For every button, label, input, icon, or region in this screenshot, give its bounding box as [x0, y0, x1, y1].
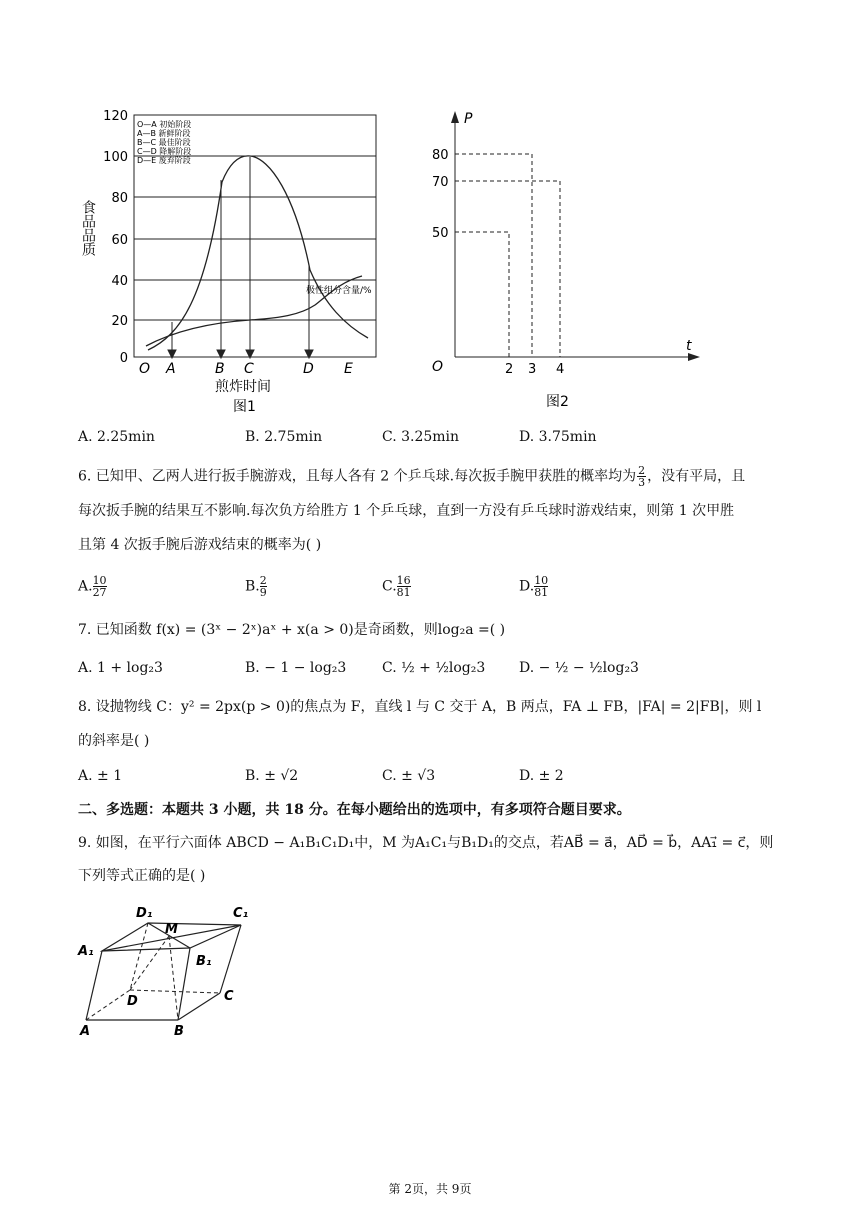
page-footer: 第 2页，共 9页: [388, 1182, 472, 1196]
fig1-xlabel: 煎炸时间: [215, 379, 271, 395]
fig1-legend-item: B—C 最佳阶段: [137, 138, 191, 147]
q5-option-d: D. 3.75min: [519, 429, 597, 445]
q5-option-a: A. 2.25min: [78, 429, 155, 445]
fig1-xtick: O: [139, 361, 151, 377]
vertex-label: C₁: [233, 906, 249, 921]
fig1-ytick: 20: [111, 314, 128, 329]
q7-stem: 7. 已知函数 f(x) = (3ˣ − 2ˣ)aˣ + x(a > 0)是奇函数，则log₂a =( ): [78, 622, 506, 638]
fig1-legend: [137, 119, 191, 165]
parallelepiped-figure: [70, 895, 270, 1045]
fig1-xtick: B: [215, 361, 225, 377]
q8-line1: 8. 设抛物线 C：y² = 2px(p > 0)的焦点为 F，直线 l 与 C 交于 A，B 两点，FA ⊥ FB，|FA| = 2|FB|，则 l: [78, 699, 762, 715]
fig2-xtick: 2: [505, 362, 514, 377]
q7-option-d: D. − ½ − ½log₂3: [519, 660, 639, 676]
fig1-ylabel: 食品品质: [80, 200, 96, 256]
fig1-caption: 图1: [233, 399, 256, 415]
vertex-label: A: [80, 1024, 91, 1039]
vertex-label: B₁: [196, 954, 212, 969]
fig1-ytick: 100: [103, 150, 128, 165]
q6-frac-den: 3: [638, 476, 646, 489]
vertex-label: C: [224, 989, 234, 1004]
vertex-label: A₁: [78, 944, 94, 959]
q8-line2: 的斜率是( ): [78, 733, 150, 749]
fig2-caption: 图2: [546, 394, 569, 410]
fig2-ytick: 70: [432, 175, 449, 190]
q7-option-a: A. 1 + log₂3: [78, 660, 163, 676]
fig1-quality-curve: [148, 156, 368, 350]
fig1-xtick: E: [344, 361, 353, 377]
fig2-xlabel: t: [686, 338, 692, 354]
vertex-label: B: [174, 1024, 184, 1039]
fig1-legend-item: A—B 新鲜阶段: [137, 129, 191, 138]
figure-1: [70, 100, 400, 420]
fig1-ytick: 120: [103, 109, 128, 124]
fig1-ytick: 60: [111, 233, 128, 248]
q7-option-b: B. − 1 − log₂3: [245, 660, 347, 676]
q9-line1: 9. 如图，在平行六面体 ABCD − A₁B₁C₁D₁中，M 为A₁C₁与B₁D₁的交点，若AB⃗ = a⃗，AD⃗ = b⃗，AA₁⃗ = c⃗，则: [78, 835, 774, 851]
q9-line2: 下列等式正确的是( ): [78, 868, 206, 884]
vertex-label: D: [127, 994, 138, 1009]
section-heading: 二、多选题：本题共 3 小题，共 18 分。在每小题给出的选项中，有多项符合题目要求。: [78, 802, 631, 818]
vertex-label: M: [165, 922, 178, 937]
q6-line2: 每次扳手腕的结果互不影响.每次负方给胜方 1 个乒乓球，直到一方没有乒乓球时游戏结束，则第 1 次甲胜: [78, 503, 735, 519]
q6-option-d: D. $\frac{10}{81}$: [519, 574, 549, 599]
fig1-xtick: C: [244, 361, 254, 377]
fig2-xtick: 3: [528, 362, 537, 377]
fig1-legend-item: O—A 初始阶段: [137, 120, 192, 129]
q6-fraction: [637, 465, 646, 488]
fig1-xtick: D: [303, 361, 314, 377]
q6-line1: 6. 已知甲、乙两人进行扳手腕游戏，且每人各有 2 个乒乓球.每次扳手腕甲获胜的概率均为: [78, 468, 637, 485]
q6-stem: [78, 465, 745, 488]
fig1-curve-label: 极性组分含量/%: [306, 286, 372, 296]
fig1-legend-item: D—E 废弃阶段: [137, 156, 191, 165]
figure-2: [420, 105, 710, 415]
fig2-ytick: 50: [432, 226, 449, 241]
fig1-xtick: A: [166, 361, 176, 377]
q6-line3: 且第 4 次扳手腕后游戏结束的概率为( ): [78, 537, 322, 553]
fig2-xtick: 4: [556, 362, 565, 377]
q8-option-b: B. ± √2: [245, 768, 299, 784]
fig1-ytick: 80: [111, 191, 128, 206]
q7-option-c: C. ½ + ½log₂3: [382, 660, 486, 676]
q6-option-b: B. $\frac{2}{9}$: [245, 574, 267, 599]
q8-option-d: D. ± 2: [519, 768, 564, 784]
fig1-ytick: 40: [111, 274, 128, 289]
fig2-origin: O: [432, 359, 444, 375]
q6-frac-num: 2: [638, 464, 646, 477]
q6-option-a: A. $\frac{10}{27}$: [78, 574, 107, 599]
fig1-legend-item: C—D 降解阶段: [137, 147, 192, 156]
q8-option-c: C. ± √3: [382, 768, 436, 784]
q8-option-a: A. ± 1: [78, 768, 123, 784]
fig1-ytick: 0: [119, 351, 128, 366]
q6-line1-tail: ，没有平局，且: [647, 468, 746, 485]
q5-option-b: B. 2.75min: [245, 429, 323, 445]
q6-option-c: C. $\frac{16}{81}$: [382, 574, 411, 599]
fig2-ytick: 80: [432, 148, 449, 163]
fig2-ylabel: P: [464, 111, 473, 127]
vertex-label: D₁: [136, 906, 153, 921]
q5-option-c: C. 3.25min: [382, 429, 460, 445]
